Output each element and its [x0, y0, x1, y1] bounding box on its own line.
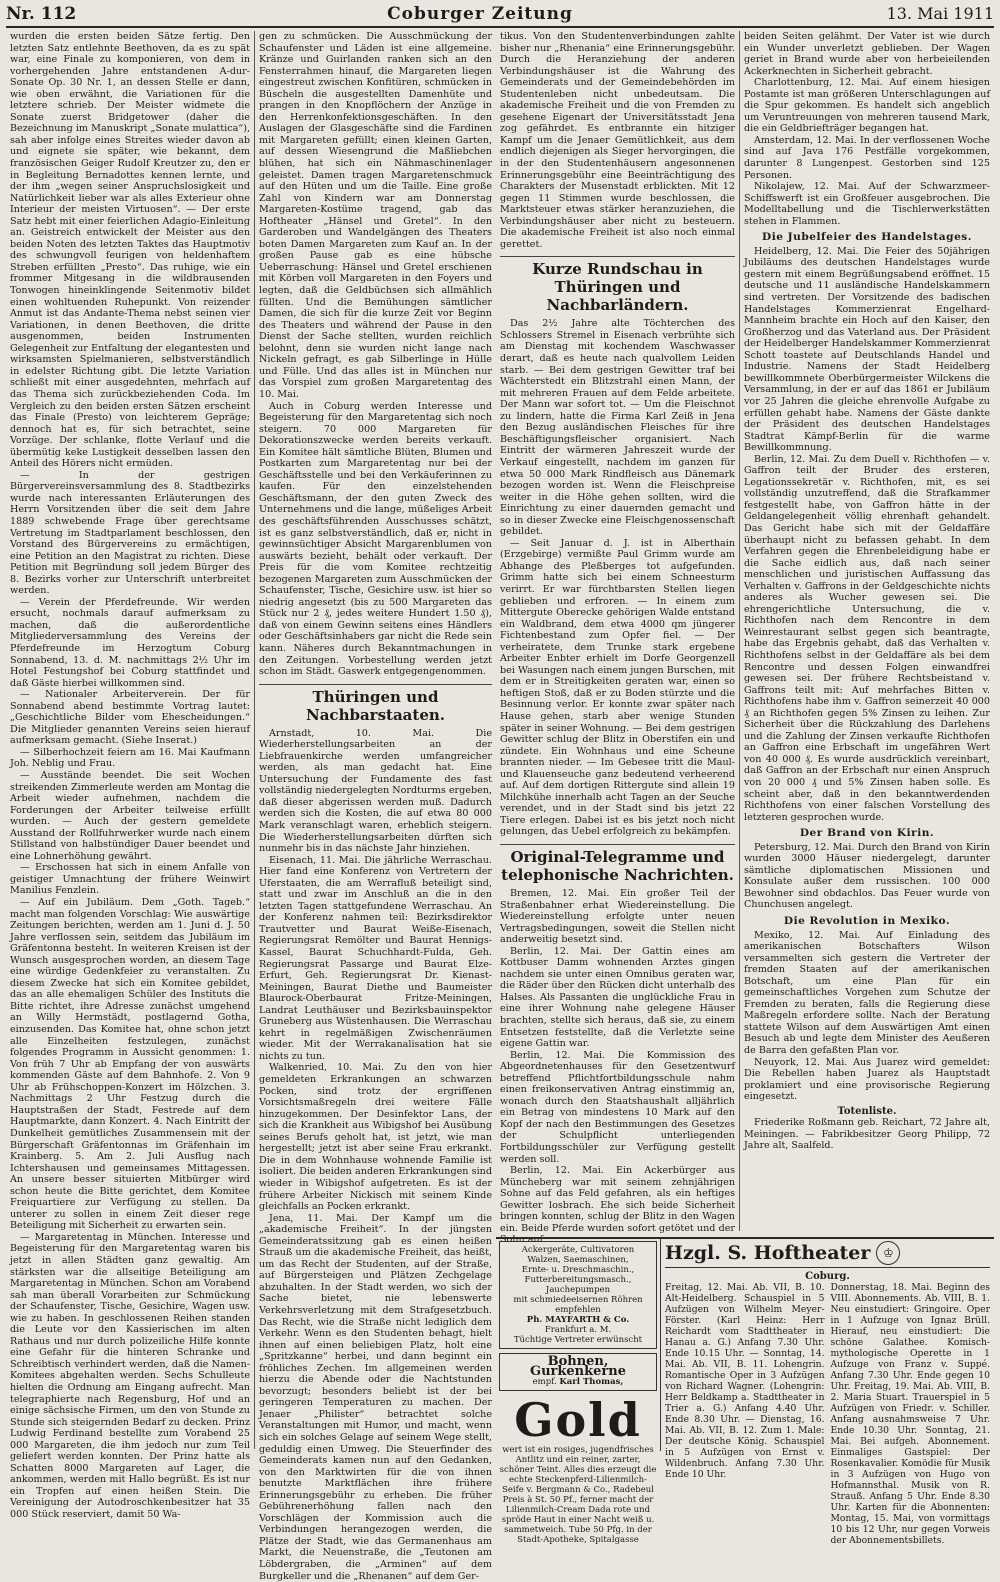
theater-schedule	[665, 1282, 990, 1546]
theater-title: Hzgl. S. Hoftheater	[665, 1241, 871, 1264]
section-heading: Original-Telegramme und telephonische Nachrichten.	[500, 844, 735, 884]
ad-line: Futterbereitungsmasch.,	[524, 1275, 632, 1285]
article-paragraph: — Silberhochzeit feiern am 16. Mai Kaufmann Joh. Neblig und Frau.	[10, 746, 250, 770]
article-paragraph: Auch in Coburg werden Interesse und Begeisterung für den Margaretentag sich noch steigern. 70 000 Margareten für Dekorationszwecke werden bereits verkauft. Ein Komitee hält sämtliche Blüten, Blumen und Postkarten zum Margaretentag nur bei der Geschäftsstelle und bei den Verkäuferinnen zu kaufen. Für den einzelstehenden Geschäftsmann, der den guten Zweck des Unternehmens und die lange, müßeliges Arbeit des geschäftsführenden Ausschusses schätzt, ist es ganz selbstverständlich, daß er, nicht in gewinnsüchtiger Absicht Margarenblumen von auswärts bezieht, behält oder verkauft. Der Preis für die vom Komitee rechtzeitig bezogenen Margareten zum Ausschmücken der Schaufenster, Tische, Gesichire usw. ist hier so niedrig angesetzt (bis zu 500 Margareten das Stück nur 2 ₰, jedes weitere Hundert 1.50 ₰), daß von einem Gewinn seitens eines Händlers oder Geschäftsinhabers gar nicht die Rede sein kann. Näheres durch Bekanntmachungen in den Zeitungen. Vorbestellung werden jetzt schon im Städt. Gaswerk entgegengenommen.	[259, 400, 492, 678]
theater-header	[665, 1241, 990, 1268]
death-notices-title: Totenliste.	[837, 1105, 897, 1117]
article-paragraph: — Seit Januar d. J. ist in Alberthain (Erzgebirge) vermißte Paul Grimm wurde am Abhange des Pleßberges tot aufgefunden. Grimm hatte sich bei einem Schneesturm verirrt. Er war fürchtbarsten Stellen liegen geblieben und erfroren. — In einem zum Mittergute Oberecke gehörigen Walde entstand ein Waldbrand, dem etwa 4000 qm jüngerer Fichtenbestand zum Opfer fiel. — Der verheiratete, dem Trunke stark ergebene Arbeiter Enbter erhielt im Dorfe Georgenzell bei Wasungen nach einem jungen Burschen, mit dem er in Streitigkeiten geraten war, einen so heftigen Stoß, daß er zu Boden stürzte und die Besinnung verlor. Er konnte zwar später nach Hause gehen, starb aber wenige Stunden später in seiner Wohnung. — Bei dem gestrigen Gewitter schlug der Blitz in Oberstifen ein und zündete. Ein Wohnhaus und eine Scheune brannten nieder. — Im Gebesee tritt die Maul- und Klauenseuche ganz bedeutend verheerend auf. Auf dem dortigen Rittergute sind allein 19 Milchkühe innerhalb acht Tagen an der Seuche verendet, und in der Stadt sind bis jetzt 22 Tiere erlegen. Dabei ist es bis jetzt noch nicht gelungen, das Uebel erfolgreich zu bekämpfen.	[500, 537, 735, 838]
article-paragraph: gen zu schmücken. Die Ausschmückung der Schaufenster und Läden ist eine allgemeine. Kränze und Guirlanden ranken sich an den Fensterrahmen hinauf, die Margareten liegen eingestreut zwischen Konfitüren, schmücken in Büscheln die ausgestellten Damenhüte und prangen in den Knopflöchern der Anzüge in den Herrenkonfektionsgeschäften. In den Auslagen der Glasgeschäfte sind die Fardinen mit Margareten gefüllt; einen kleinen Garten, auf dessen Wiesengrund die Maßliebchen blühen, hat sich ein Nähmaschinenlager geleistet. Damen tragen Margaretenschmuck auf den Hüten und um die Taille. Eine große Zahl von Kindern war am Donnerstag Margareten-Kostüme tragend, gab das Hoftheater „Hänsel und Gretel“. In den Garderoben und Wandelgängen des Theaters boten Damen Margareten zum Kauf an. In der großen Pause gab es eine hübsche Ueberraschung: Hänsel und Gretel erschienen mit Körben voll Margareten in den Foyers und legten, daß die Geldbüchsen sich allmählich füllten. Und die Bemühungen sämtlicher Damen, die sich für die kurze Zeit vor Beginn des Theaters und während der Pause in den Dienst der Sache stellten, wurden reichlich belohnt, denn sie wurden nicht lange nach Nickeln gefragt, es gab Silberlinge in Hülle und Fülle. Und das alles ist in München nur das Vorspiel zum großen Margaretentag des 10. Mai.	[259, 31, 492, 400]
right-area	[496, 31, 994, 1546]
article-paragraph: Nikolajew, 12. Mai. Auf der Schwarzmeer-Schiffswerft ist ein Großfeuer ausgebrochen. Die Modelltabellung und die Tischlerwerkstätten stehen in Flammen.	[744, 181, 990, 227]
paper-title: Coburger Zeitung	[387, 4, 573, 24]
schedule-right: Donnerstag, 18. Mai. Beginn des VIII. Abonnements. Ab. VIII, B. 1. Neu einstudiert: Gringoire. Oper in 1 Aufzuge von Ignaz Brüll. Hierauf, neu einstudiert: Die schöne Galathee. Komisch-mythologische Operette in 1 Aufzuge von Franz v. Suppé. Anfang 7.30 Uhr. Ende gegen 10 Uhr. Freitag, 19. Mai. Ab. VIII, B. 2. Maria Stuart. Trauerspiel in 5 Aufzügen von Friedr. v. Schiller. Anfang ausnahmsweise 7 Uhr. Ende 10.30 Uhr. Sonntag, 21. Mai. Bei aufgeh. Abonnement. Einmaliges Gastspiel: Der Rosenkavalier. Komödie für Musik in 3 Aufzügen von Hugo von Hofmannsthal. Musik von R. Strauß. Anfang 5 Uhr. Ende 8.30 Uhr. Karten für die Abonnenten: Montag, 15. Mai, von vormittags 10 bis 12 Uhr, nur gegen Vorweis der Abonnementsbillets.	[830, 1282, 991, 1546]
article-paragraph: Eisenach, 11. Mai. Die jährliche Werraschau. Hier fand eine Konferenz von Vertretern der Uferstaaten, die am Werrafluß beteiligt sind, statt und zwar im Anschluß an die in den letzten Tagen stattgefundene Werraschau. An der Konferenz nahmen teil: Bezirksdirektor Trautvetter und Baurat Weiße-Eisenach, Regierungsrat Remölter und Baurat Hennigs-Kassel, Baurat Schuchhardt-Fulda, Geh. Regierungsrat Passarge und Baurat Elze-Erfurt, Geh. Regierungsrat Dr. Kienast-Meiningen, Baurat Diethe und Baumeister Blaurock-Oberbaurat Fritze-Meiningen, Landrat Leuthäuser und Bezirksbauinspektor Gruneberg aus Wüstenhausen. Die Werraschau kehrt in regelmäßigen Zwischenräumen wieder. Mit der Werrakanalisation hat sie nichts zu tun.	[259, 854, 492, 1062]
death-notices	[744, 1106, 990, 1152]
ad-line: Jauchepumpen	[545, 1285, 611, 1295]
page-number: Nr. 112	[6, 4, 77, 24]
ad-line: empfehlen	[555, 1305, 601, 1315]
theater-city: Coburg.	[805, 1271, 850, 1282]
subheading: Der Brand von Kirin.	[799, 827, 935, 840]
column-1	[6, 31, 254, 1520]
article-paragraph: Berlin, 12. Mai. Der Gattin eines am Kottbuser Damm wohnenden Arztes gingen nachdem sie unter einen Omnibus geraten war, die Räder über den Rücken dicht unterhalb des Halses. Als Passanten die unglückliche Frau in eine ihrer Wohnung nahe gelegene Häuser brachten, stellte sich heraus, daß sie, zu einem Entsetzen feststellte, daß die Verletzte seine eigene Gattin war.	[500, 945, 735, 1050]
article-paragraph: Arnstadt, 10. Mai. Die Wiederherstellungsarbeiten an der Liebfrauenkirche werden umfangreicher werden, als man gedacht hat. Eine Untersuchung der Fundamente des fast vollständig niedergelegten Nordturms ergeben, daß dieser abgerissen werden muß. Dadurch werden sich die Kosten, die auf etwa 80 000 Mark veranschlagt waren, erheblich steigern. Die Wiederherstellungsarbeiten dürften sich nunmehr bis in das nächste Jahr hinziehen.	[259, 727, 492, 855]
article-paragraph: Petersburg, 12. Mai. Durch den Brand von Kirin wurden 3000 Häuser niedergelegt, darunter sämtliche diplomatischen Missionen und Konsulate außer dem russischen. 100 000 Bewohner sind obdachlos. Das Feuer wurde von Chunchusen angelegt.	[744, 841, 990, 911]
death-notices-text: Friederike Roßmann geb. Reichart, 72 Jahre alt, Meiningen. — Fabrikbesitzer Georg Philipp, 72 Jahre alt, Saalfeld.	[744, 1117, 990, 1152]
ad-beans-name: Karl Thomas,	[559, 1377, 624, 1387]
subheading: Die Jubelfeier des Handelstages.	[762, 231, 972, 244]
ad-line: Ackergeräte, Cultivatoren	[521, 1245, 635, 1255]
article-paragraph: — Erschossen hat sich in einem Anfalle von geistiger Umnachtung der frühere Weinwirt Manilius Fenzlein.	[10, 862, 250, 897]
article-paragraph: Berlin, 12. Mai. Die Kommission des Abgeordnetenhauses für den Gesetzentwurf betreffend Pflichtfortbildungsschule nahm einen freikonservativen Antrag einstimmig an, wonach durch den Staatshaushalt alljährlich ein Betrag von mindestens 10 Mark auf den Kopf der nach den Bestimmungen des Gesetzes der Schulpflicht unterliegenden Fortbildungsschüler zur Verfügung gestellt werden soll.	[500, 1049, 735, 1165]
article-paragraph: Walkenried, 10. Mai. Zu den von hier gemeldeten Erkrankungen an schwarzen Pocken, sind trotz der ergriffenen Vorsichtsmaßregeln drei weitere Fälle hinzugekommen. Der Desinfektor Lans, der sich die Krankheit aus Wibigshof bei Ausübung seines Berufs geholt hat, ist jetzt, wie man hergestellt; jetzt ist aber seine Frau erkrankt. Die in dem Wohnhause wohnende Familie ist isoliert. Die beiden anderen Erkrankungen sind wieder in Wibigshof aufgetreten. Es ist der frühere Arbeiter Nickisch mit seinem Kinde gleichfalls an Pocken erkrankt.	[259, 1062, 492, 1213]
ad-beans-title: Bohnen, Gurkenkerne	[530, 1354, 626, 1379]
right-columns	[496, 31, 994, 1246]
article-paragraph: — Nationaler Arbeiterverein. Der für Sonnabend abend bestimmte Vortrag lautet: „Geschichtliche Bilder vom Ehescheidungen.“ Die Mitglieder genannten Vereins seien hierauf aufmerksam gemacht. (Siehe Inserat.)	[10, 689, 250, 747]
article-paragraph: tikus. Von den Studentenverbindungen zahlte bisher nur „Rhenania“ eine Erinnerungsgebühr. Durch die Heranziehung der anderen Verbindungshäuser ist die Wahrung des Gemeinderats und der Gemeindebehörden im Studentenleben nicht unbedeutsam. Die akademische Freiheit und die von Fremden zu gesehene Eigenart der Universitätsstadt Jena zog gefährdet. Es entbrannte ein hitziger Kampf um die Jenaer Gemütlichkeit, aus dem endlich diejenigen als Sieger hervorgingen, die in der den Studentenhäusern angesonnenen Erinnerungsgebühr eine Beeinträchtigung des Charakters der Musenstadt erblickten. Mit 12 gegen 11 Stimmen wurde beschlossen, die Marktsteuer etwas stärker heranzuziehen, die Verbindungshäuser aber nicht zu besteuern. Die akademische Freiheit ist also noch einmal gerettet.	[500, 31, 735, 250]
crest-icon: ♔	[876, 1241, 900, 1265]
article-paragraph: — In der gestrigen Bürgervereinsversammlung des 8. Stadtbezirks wurde nach interessanten Erläuterungen des Herrn Vorsitzenden über die seit dem Jahre 1889 schwebende Frage über gerechtsame Vertretung im Stadtparlament beschlossen, den Vorstand des Bürgervereins zu ermächtigen, eine Petition an den Magistrat zu richten. Diese Petition mit Begründung soll jedem Bürger des 8. Bezirks vorher zur Unterschrift unterbreitet werden.	[10, 469, 250, 597]
article-paragraph: — Verein der Pferdefreunde. Wir werden ersucht, nochmals darauf aufmerksam zu machen, daß die außerordentliche Mitgliederversammlung des Vereins der Pferdefreunde im Herzogtum Coburg Sonnabend, 13. d. M. nachmittags 2½ Uhr im Hotel Festungshof bei Coburg stattfindet und daß Gäste hierbei willkommen sind.	[10, 596, 250, 689]
masthead	[6, 4, 994, 28]
ad-line: mit schmiedeeisernen Röhren	[513, 1295, 643, 1305]
article-paragraph: — Ausstände beendet. Die seit Wochen streikenden Zimmerleute werden am Montag die Arbeit wieder aufnehmen, nachdem die Forderungen der Arbeiter teilweise erfüllt wurden. — Auch der gestern gemeldete Ausstand der Rollfuhrwerker wurde nach einem Stillstand von halbstündiger Dauer beendet und eine Lohnerhöhung gewährt.	[10, 770, 250, 862]
schedule-left: Freitag, 12. Mai. Ab. VII, B. 10. Alt-Heidelberg. Schauspiel in 5 Aufzügen von Wilhelm Meyer-Förster. (Karl Heinz: Herr Reichardt vom Stadttheater in Hanau a. G.) Anfang 7.30 Uhr. Ende 10.15 Uhr. — Sonntag, 14. Mai. Ab. VII, B. 11. Lohengrin. Romantische Oper in 3 Aufzügen von Richard Wagner. (Lohengrin: Herr Beldkamp a. Stadttheater in Trier a. G.) Anfang 4.40 Uhr. Ende 8.30 Uhr. — Dienstag, 16. Mai. Ab. VII, B. 12. Zum 1. Male: Der deutsche König. Schauspiel in 5 Aufzügen von Ernst v. Wildenbruch. Anfang 7.30 Uhr. Ende 10 Uhr.	[665, 1282, 825, 1480]
article-paragraph: Mexiko, 12. Mai. Auf Einladung des amerikanischen Botschafters Wilson versammelten sich gestern die Vertreter der fremden Staaten auf der amerikanischen Botschaft, um eine Plan für ein gemeinschaftliches Vorgehen zum Schutze der Fremden zu beraten, falls die Regierung diese Maßregeln erfordere sollte. Nach der Beratung stattete Wilson auf dem Auswärtigen Amt einen Besuch ab und legte dem Minister des Aeußeren de Barra den gefaßten Plan vor.	[744, 929, 990, 1057]
article-paragraph: — Auf ein Jubiläum. Dem „Goth. Tageb.“ macht man folgenden Vorschlag: Wie auswärtige Zeitungen berichten, werden am 1. Juni d. J. 50 Jahre verflossen sein, seitdem das Jubiläum im Gräfentonna besteht. In weiteren Kreisen ist der Wunsch ausgesprochen worden, an diesem Tage eine würdige Gedenkfeier zu veranstalten. Zu diesem Zwecke hat sich ein Komitee gebildet, das an alle ehemaligen Schüler des Instituts die Bitte richtet, ihre Adresse zunächst umgehend an Willy Hermstädt, postlagernd Gotha, einzusenden. Das Komitee hat, ohne schon jetzt alle Einzelheiten festzulegen, zunächst folgendes Programm in Aussicht genommen: 1. Von früh 7 Uhr ab Empfang der von auswärts kommenden Gäste auf dem Bahnhofe. 2. Von 9 Uhr ab Frühschoppen-Konzert im Hölzchen. 3. Nachmittags 2 Uhr Festzug durch die Hauptstraßen der Stadt, Festrede auf dem Hauptmarkte, dann Konzert. 4. Nach Eintritt der Dunkelheit gemütliches Zusammensein mit der Bürgerschaft Gräfentonnas im Gräfenhain im Krainberg. 5. Am 2. Juli Ausflug nach Ichtershausen und gemeinsames Mittagessen. An unsere besser situierten Mitbürger wird schon heute die Bitte gerichtet, dem Komitee Freiquartiere zur Verfügung zu stellen. Da unterer zu sollen in einem Zeit dieser rege Beteiligung mit Sicherheit zu erwarten sein.	[10, 897, 250, 1232]
ad-gold-text: wert ist ein rosiges, jugendfrisches Antlitz und ein reiner, zarter, schöner Teint. Alles dies erzeugt die echte Steckenpferd-Lilienmilch-Seife v. Bergmann & Co., Radebeul Preis à St. 50 Pf., ferner macht der Lilienmilch-Cream Dada rote und spröde Haut in einer Nacht weiß u. sammetweich. Tube 50 Pfg. in der Stadt-Apotheke, Spitalgasse	[499, 1445, 657, 1545]
ad-gold-title: Gold	[514, 1393, 642, 1447]
article-paragraph: Jena, 11. Mai. Der Kampf um die „akademische Freiheit“. In der jüngsten Gemeinderatssitzung gab es einen heißen Strauß um die akademische Freiheit, das heißt, um das Recht der Studenten, auf der Straße, auf Bürgersteigen und Plätzen Zechgelage abzuhalten. In der Stadt werden, wo sich der Sache bietet, nie lebenswerte Verkehrsverletzung mit dem Strafgesetzbuch. Das Recht, wie die Straße nicht lediglich dem Verkehr. Wenn es den Studenten behagt, hielt ihnen auf einen beliebigen Platz, holt eine „Spritzkanne“ herbei, und dann beginnt ein fröhliches Zechen. Im allgemeinen werden hierzu die Abende oder die Nachtstunden bevorzugt; besonders beliebt ist der bei geringeren Temperaturen zu machen. Der Jenaer „Philister“ betrachtet solche Veranstaltungen mit Humor, und macht, wenn sich ein solches Gelage auf seinem Wege stellt, geduldig einen Umweg. Die Steuerfinder des Gemeinderats kamen nun auf den Gedanken, von den Marktwirten für die von ihnen benutzte Marktflächen ihre frühere Erinnerungsgebühr zu erheben. Die früher Gebührenerhöhung fallen nach den Vorschlägen der Kommission auch die Verbindungen herangezogen werden, die Plätze der Stadt, wie das Germanenhaus am Markt, die Neuenstraße, die „Teutonen am Löbdergraben, die „Arminen“ auf dem Burgkeller und die „Rhenanen“ auf dem Ger-	[259, 1212, 492, 1582]
ad-left-column	[496, 1239, 661, 1545]
ad-city: Frankfurt a. M.	[544, 1325, 612, 1335]
ad-farm-tools	[499, 1241, 657, 1349]
article-paragraph: Bremen, 12. Mai. Ein großer Teil der Straßenbahner erhat Wiedereinstellung. Die Wiedereinstellung erfolgte unter neuen Vertragsbedingungen, soweit die Stellen nicht anderweitig besetzt sind.	[500, 888, 735, 946]
article-paragraph: — Margaretentag in München. Interesse und Begeisterung für den Margaretentag waren bis jetzt in allen Städten ganz gewaltig. Am stärksten war die allseitige Beteiligung am Margaretentag in München. Schon am Vorabend sah man überall Vorarbeiten zur Schmückung der Schaufenster, Tische, Gesichire, Wagen usw. wie zu haben. In geschlossenen Reihen standen die Leute vor den Kassierischen im alten Rathaus und nur durch polizeiliche Hilfe konnte eine Gefahr für die hinteren Schranke und Schreibtisch verhindert werden, daß die Namen-Komitees abgehalten werden. Sechs Schulleute hielten die Ordnung am Eingang aufrecht. Man telegraphierte nach Regensburg, Hof und an einige sächsische Firmen, um den von Stunde zu Stunde sich steigernden Bedarf zu decken. Prinz Ludwig Ferdinand bestellte zum Vorabend 25 000 Margareten, die ihm jedoch nur zum Teil geliefert werden konnten. Der Prinz hatte als Schatten 8000 Margareten auf Lager, die ankommen, werden mit Hallo begrüßt. Es ist nur ein Tropfen auf einen heißen Stein. Die Vereinigung der Autodroschkenbesitzer hat 35 000 Stück reserviert, damit 50 Wa-	[10, 1231, 250, 1520]
article-paragraph: Amsterdam, 12. Mai. In der verflossenen Woche sind auf Java 176 Pestfälle vorgekommen, darunter 8 Lungenpest. Gestorben sind 125 Personen.	[744, 134, 990, 181]
theater-programme	[661, 1239, 994, 1546]
column-3	[496, 31, 739, 1246]
ad-line: Ernte- u. Dreschmaschin.,	[521, 1265, 635, 1275]
article-paragraph: Neuyork, 12. Mai. Aus Juarez wird gemeldet: Die Rebellen haben Juarez als Hauptstadt proklamiert und eine provisorische Regierung eingesetzt.	[744, 1056, 990, 1103]
subheading: Die Revolution in Mexiko.	[783, 915, 951, 928]
ad-beans	[499, 1353, 657, 1391]
ad-firm: Ph. MAYFARTH & Co.	[526, 1315, 630, 1325]
article-paragraph: wurden die ersten beiden Sätze fertig. Den letzten Satz entlehnte Beethoven, da es zu spät war, eine Finale zu komponieren, von dem in vorhergehenden Jahre entstandenen A-dur-Sonate Op. 30 Nr. 1, an dessen Stelle er dann, wie oben erwähnt, die Variationen für die letztere schrieb. Der Meister widmete die Sonate zuerst Bridgetower (daher die Bezeichnung im Manuskript „Sonate mulattica“), sah aber infolge eines Streites wieder davon ab und eignete sie später, wie bekannt, dem französischen Geiger Rudolf Kreutzer zu, den er in Begleitung Bernadottes kennen lernte, und der ihm „wegen seiner Anspruchslosigkeit und Natürlichkeit lieber war als alles Exterieur ohne Interieur der meisten Virtuosen“. — Der erste Satz hebt mit einer feierlichen Adagio-Einleitung an. Geistreich entwickelt der Meister aus den beiden Noten des letzten Taktes das Hauptmotiv des schwungvoll feurigen von heldenhaftem Streben erfüllten „Presto“. Das ruhige, wie ein frommer Mitgesang in die wildbrausenden Tonwogen hineinklingende Seitenmotiv bildet einen wohltuenden Ruhepunkt. Von reizender Anmut ist das Andante-Thema nebst seinen vier Variationen, in denen Beethoven, die dritte ausgenommen, beiden Instrumenten Gelegenheit zur Entfaltung der elegantesten und wirksamsten Spielmanieren, selbstverständlich in edelster Richtung gibt. Die letzte Variation schließt mit einer ausgedehnten, mehrfach auf das Thema sich zurückbeziehenden Coda. Im Vergleich zu den beiden ersten Sätzen erscheint das Finale (Presto) von leichterem Gepräge; dennoch hat es, für sich betrachtet, seine Vorzüge. Der schlanke, flotte Verlauf und die übermütig keke Lustigkeit desselben lassen den Anteil des Hörers nicht ermüden.	[10, 31, 250, 470]
article-paragraph: Charlottenburg, 12. Mai. Auf einem hiesigen Postamte ist man größeren Unterschlagungen auf die Spur gekommen. Es handelt sich angeblich um Veruntreuungen von mehreren tausend Mark, die ein Geldbriefträger begangen hat.	[744, 77, 990, 135]
issue-date: 13. Mai 1911	[886, 4, 994, 23]
article-paragraph: Berlin, 12. Mai. Zu dem Duell v. Richthofen — v. Gaffron teilt der Bruder des ersteren, Legationssekretär v. Richthofen, mit, es sei vollständig unzutreffend, daß die Strafkammer festgestellt habe, von Gaffron hätte in der Geldangelegenheit völlig ehrenhaft gehandelt. Das Gericht habe sich mit der Geldaffäre überhaupt nicht zu befassen gehabt. In dem Verfahren gegen die Ehrenbeleidigung habe er die Sache eidlich aus, daß nach seiner menschlichen und juristischen Auffassung das Verhalten v. Gaffrons in der Geldgeschichte nichts anderes als Wucher gewesen sei. Die ehrengerichtliche Untersuchung, die v. Richthofen nach dem Rencontre in dem Weinrestaurant selbst gegen sich beantragte, habe das Ergebnis gehabt, daß das Verhalten v. Richthofens selbst in der Geldaffäre als bei dem Rencontre und dessen Folgen einwandfrei gewesen sei. Der frühere Rechtsbeistand v. Gaffrons teilt mit: Auf mehrfaches Bitten v. Richthofens habe ihm v. Gaffron seinerzeit 40 000 ₰ an Richthofen gegen 5% Zinsen zu leihen. Zur Sicherheit über die Rückzahlung des Darlehens und die Zahlung der Zinsen verkaufte Richthofen an Gaffron eine Erbschaft im ungefähren Wert von 40 000 ₰. Es wurde ausdrücklich vereinbart, daß Gaffron an der Erbschaft nur einen Anspruch von 20 000 ₰ und 5% Zinsen haben solle. Es scheint aber, daß in den bekanntwerdenden Richthofens von einer falschen Vorstellung des letzteren gesprochen wurde.	[744, 453, 990, 823]
columns	[6, 31, 994, 1582]
ad-note: Tüchtige Vertreter erwünscht	[513, 1335, 643, 1345]
article-paragraph: Das 2½ Jahre alte Töchterchen des Schlossers Stremel in Eisenach verbrühte sich am Dienstag mit kochendem Waschwasser derart, daß es heute nach qualvollem Leiden starb. — Bei dem gestrigen Gewitter traf bei Wächterstedt ein Blitzstrahl einen Mann, der mit mehreren Frauen auf dem Felde arbeitete. Der Mann war sofort tot. — Um die Fleischnot zu lindern, hatte die Firma Karl Zeiß in Jena den Bezug ausländischen Fleisches für ihre Beschäftigungsfleischer organisiert. Nach Eintritt der wärmeren Jahreszeit wurde der Verkauf eingestellt, nachdem im ganzen für etwa 50 000 Mark Rindfleisch aus Dänemark bezogen worden ist. Wenn die Fleischpreise weiter in die Höhe gehen sollten, wird die Einrichtung zu einer dauernden gemacht und so in dieser Zwecke eine Fleischgenossenschaft gebildet.	[500, 318, 735, 538]
column-4	[739, 31, 994, 1231]
article-paragraph: beiden Seiten gelähmt. Der Vater ist wie durch ein Wunder unverletzt geblieben. Der Wagen geriet in Brand wurde aber von herbeieilenden Ackerknechten in Sicherheit gebracht.	[744, 31, 990, 77]
advertisement-block	[496, 1237, 994, 1546]
section-heading: Thüringen und Nachbarstaaten.	[259, 684, 492, 724]
article-paragraph: Berlin, 12. Mai. Ein Ackerbürger aus Müncheberg war mit seinem zehnjährigen Sohne auf das Feld gefahren, als ein heftiges Gewitter losbrach. Ehe sich beide Sicherheit bringen konnten, schlug der Blitz in den Wagen ein. Beide Pferde wurden sofort getötet und der Sohn auf	[500, 1165, 735, 1246]
column-2	[254, 31, 496, 1582]
ad-line: Walzen, Saemaschinen,	[527, 1255, 629, 1265]
ad-beans-pre: empf.	[532, 1377, 557, 1387]
article-paragraph: Heidelberg, 12. Mai. Die Feier des 50jährigen Jubiläums des deutschen Handelstages wurde gestern mit einem Begrüßungsabend eröffnet. 15 deutsche und 11 ausländische Handelskammern sind vertreten. Der Vorsitzende des badischen Handelstages Kommerzienrat Engelhard-Mannheim brachte ein Hoch auf den Kaiser, den Großherzog und das Vaterland aus. Der Präsident der Heidelberger Handelskammer Kommerzienrat Schott toastete auf Deutschlands Handel und Industrie. Namens der Stadt Heidelberg bewillkommnete Oberbürgermeister Wilckens die Versammlung, in der er auf das 1861 er Jubiläum vor 25 Jahren die gleiche ehrenvolle Aufgabe zu erfüllen gehabt habe. Namens der Gäste dankte der Präsident des deutschen Handelstages Stadtrat Kämpf-Berlin für die warme Bewillkommnung.	[744, 245, 990, 454]
section-heading: Kurze Rundschau in Thüringen und Nachbarländern.	[500, 256, 735, 314]
